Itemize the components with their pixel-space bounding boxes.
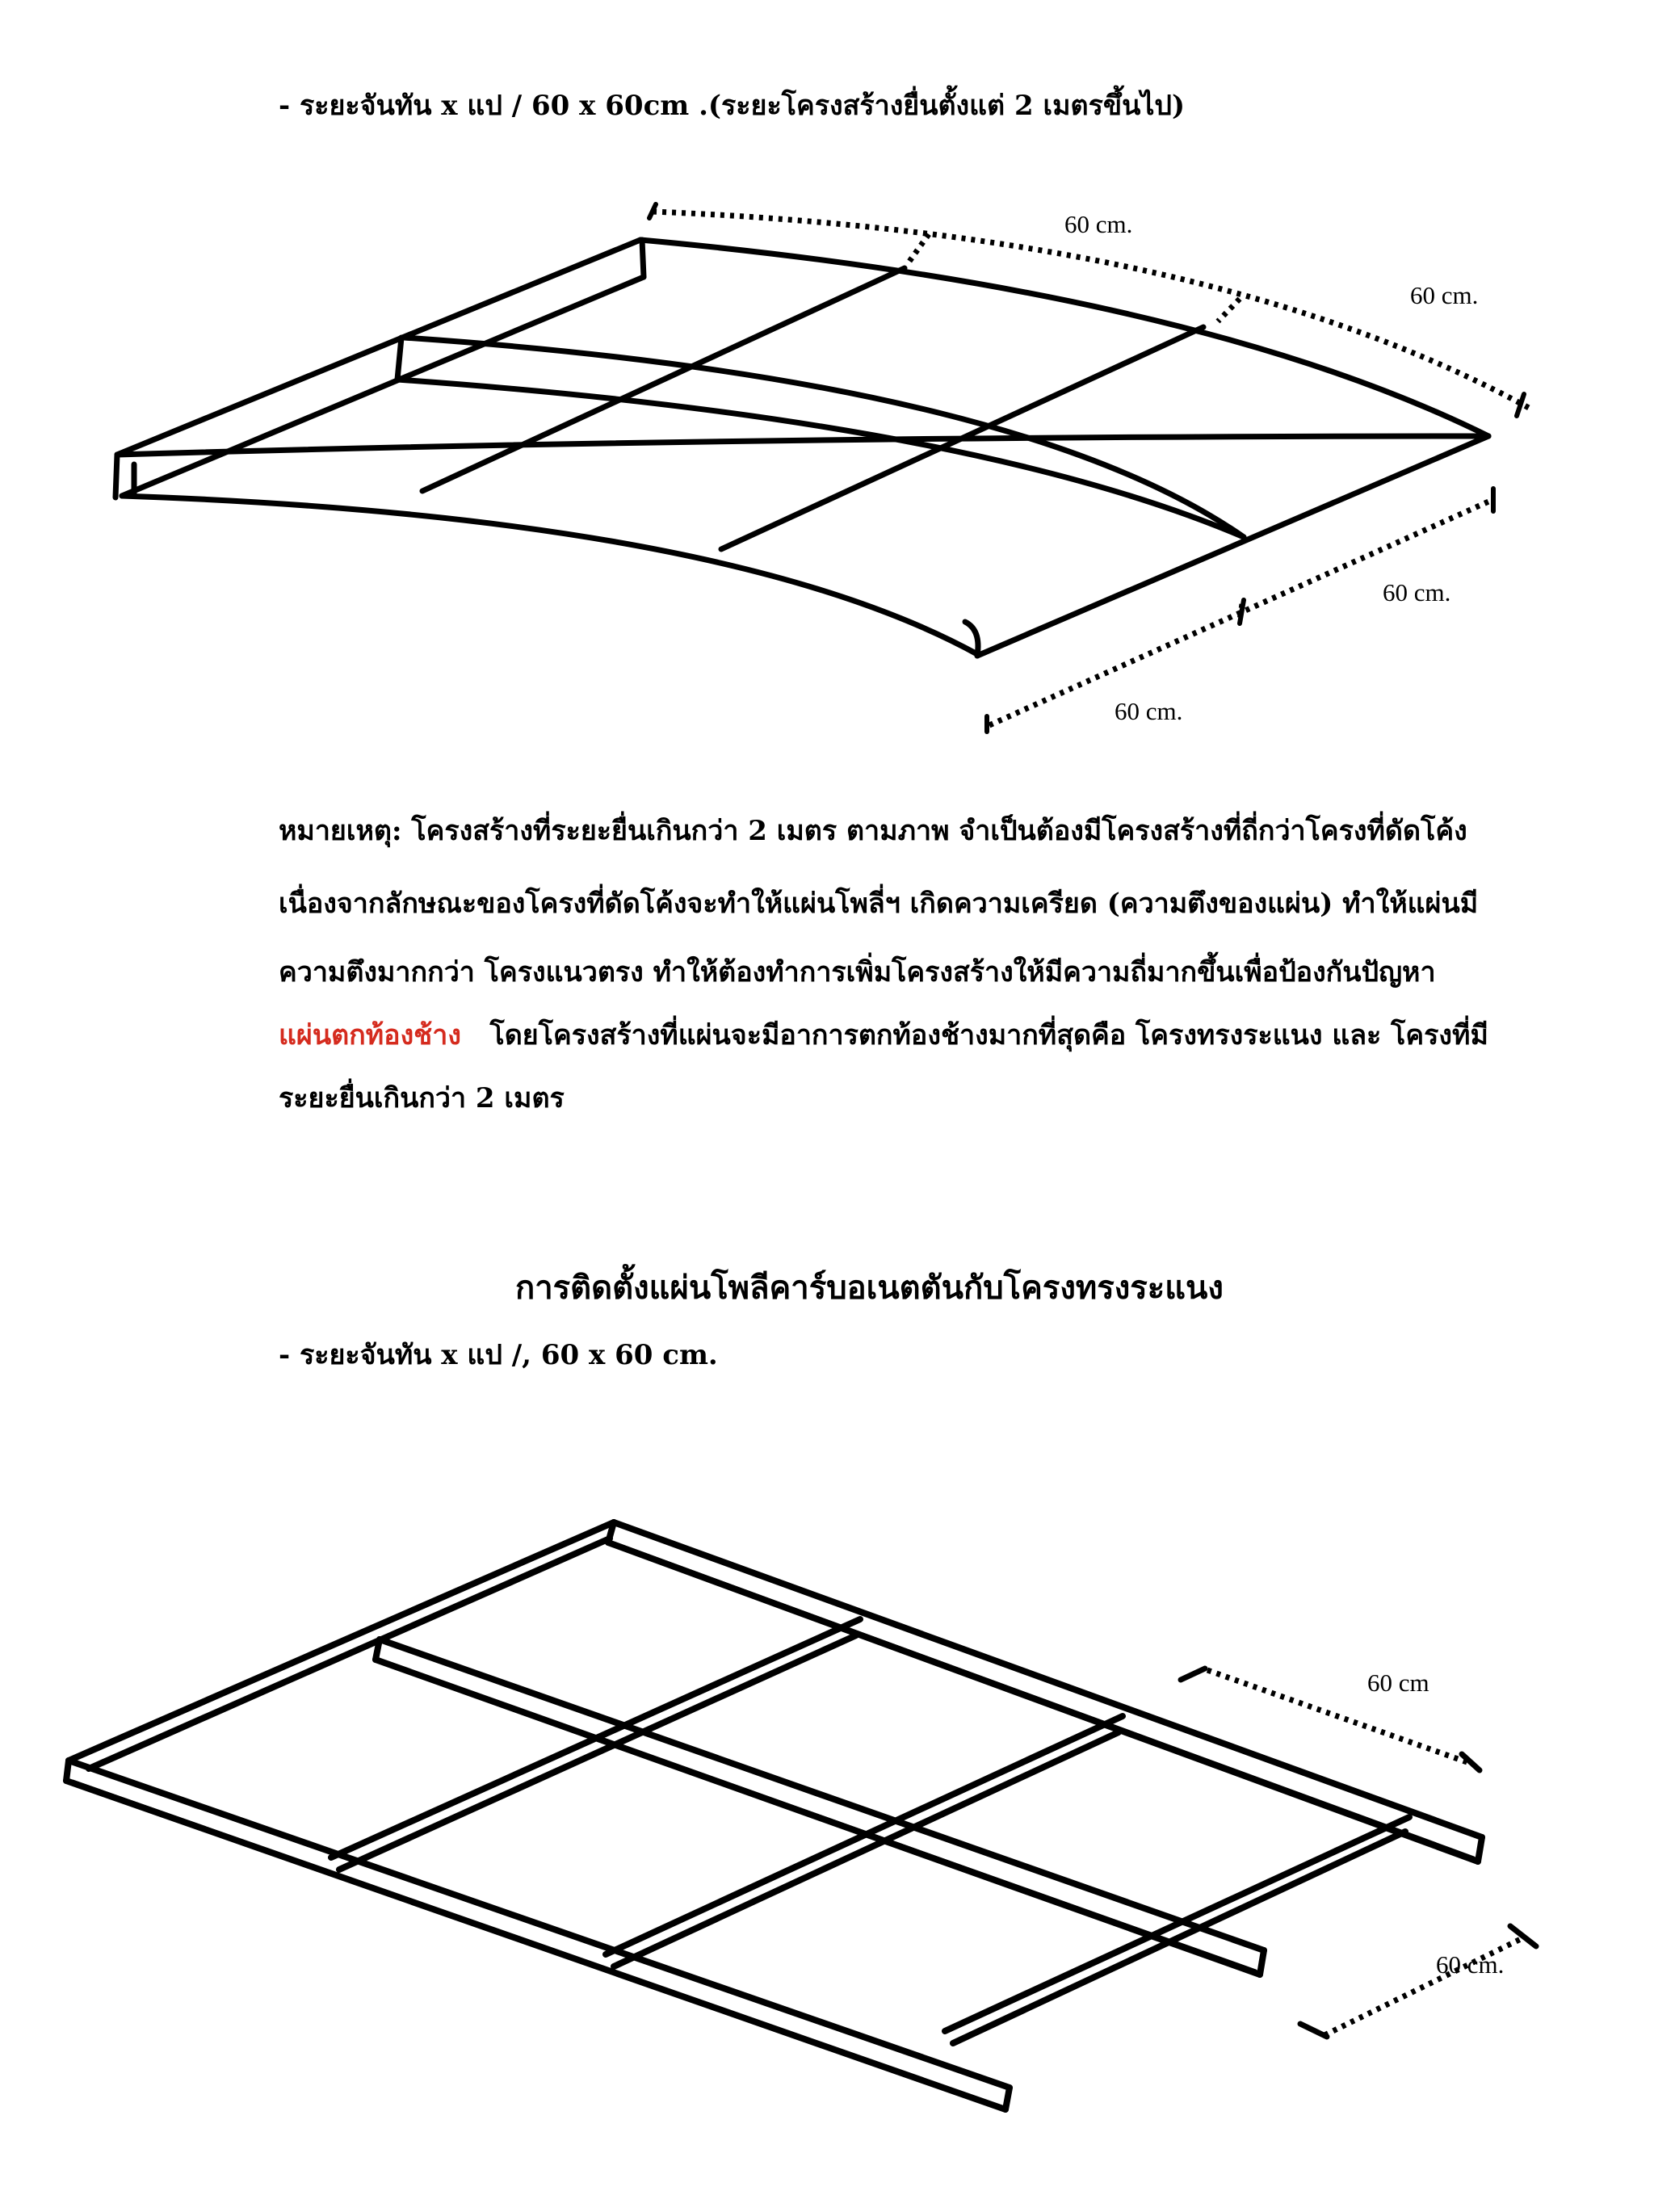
dim-tick-top-start [649, 204, 656, 218]
note-line-5: ระยะยื่นเกินกว่า 2 เมตร [279, 1082, 565, 1114]
lath-beam-back [608, 1522, 1482, 1862]
dim-lath-tick-top-left [1181, 1668, 1205, 1680]
note-line-1 [279, 817, 1467, 845]
note-line-1-text: โครงสร้างที่ระยะยื่นเกินกว่า 2 เมตร ตามภาพ จำเป็นต้องมีโครงสร้างที่ถี่กว่าโครงที่ดัดโค้ง [411, 815, 1467, 847]
lath-purlin-mid-1b [339, 1635, 856, 1870]
roof-left-edge-top [117, 240, 640, 455]
roof-inner-rafter-lower [397, 380, 1244, 537]
note-line-4-text: โดยโครงสร้างที่แผ่นจะมีอาการตกท้องช้างมากที่สุดคือ โครงทรงระแนง และ โครงที่มี [489, 1019, 1488, 1051]
lath-purlin-left-inner [89, 1538, 610, 1769]
roof-right-edge [977, 436, 1488, 656]
dim-label-top-front: 60 cm. [1064, 210, 1133, 238]
dim-top-tick-2 [1218, 299, 1240, 321]
note-label: หมายเหตุ: [279, 815, 402, 847]
roof-inner-rafter-end [397, 338, 401, 380]
dim-label-lath-top: 60 cm [1367, 1668, 1429, 1697]
dim-lath-tick-bottom-left [1300, 2024, 1327, 2037]
roof-dimension-lines [653, 212, 1529, 725]
lath-purlin-left [69, 1522, 614, 1761]
dim-label-lath-bottom: 60 cm. [1436, 1950, 1505, 1979]
dim-label-bottom-side: 60 cm. [1383, 578, 1451, 607]
lath-purlin-right [945, 1817, 1409, 2031]
roof-left-edge-bottom [122, 277, 644, 496]
roof-front-edge [117, 436, 1488, 455]
lath-beam-middle [376, 1639, 1264, 1975]
note-highlight: แผ่นตกท้องช้าง [279, 1019, 461, 1051]
dim-tick-top-end [1517, 394, 1524, 416]
roof-dimension-ticks [649, 204, 1524, 732]
section1-spec-line: - ระยะจันทัน x แป / 60 x 60cm .(ระยะโครงสร้างยื่นตั้งแต่ 2 เมตรขึ้นไป) [279, 90, 1186, 122]
dim-label-top-side: 60 cm. [1410, 281, 1479, 309]
dim-top-tick-1 [909, 234, 929, 262]
roof-back-edge [640, 240, 1488, 436]
dim-tick-mid [1240, 600, 1244, 623]
section2-spec-line: - ระยะจันทัน x แป /, 60 x 60 cm. [279, 1339, 718, 1371]
lath-purlin-mid-2b [614, 1732, 1119, 1966]
section2-title: การติดตั้งแผ่นโพลีคาร์บอเนตตันกับโครงทรงระแนง [515, 1269, 1224, 1307]
roof-back-vertical [642, 240, 644, 277]
lath-purlin-mid-1 [331, 1619, 860, 1857]
roof-left-end-front [115, 455, 117, 497]
note-line-2: เนื่องจากลักษณะของโครงที่ดัดโค้งจะทำให้แผ่นโพลี่ฯ เกิดความเครียด (ความตึงของแผ่น) ทำให้แผ่นมี [279, 888, 1479, 920]
lath-inner-rails [73, 1543, 1474, 2108]
roof-front-sweep [122, 496, 977, 654]
lath-purlin-mid-2 [606, 1716, 1123, 1954]
lath-frame [66, 1522, 1482, 2109]
note-line-4 [279, 1019, 1488, 1051]
dim-label-bottom-front: 60 cm. [1115, 697, 1183, 725]
lath-purlins [69, 1522, 1409, 2043]
note-line-3: ความตึงมากกว่า โครงแนวตรง ทำให้ต้องทำการเพิ่มโครงสร้างให้มีความถี่มากขึ้นเพื่อป้องกันปัญหา [279, 956, 1436, 988]
dim-lath-tick-bottom-right [1510, 1926, 1536, 1946]
